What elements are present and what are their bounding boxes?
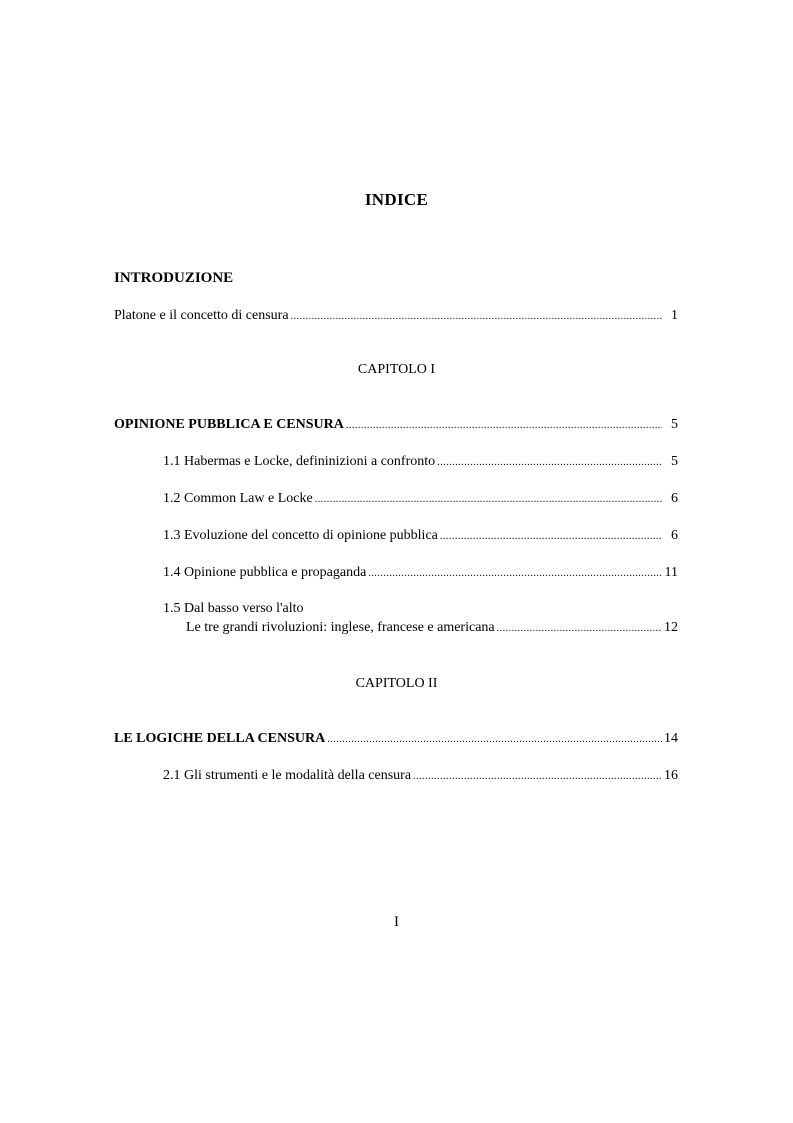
dot-leader xyxy=(368,568,662,579)
toc-page-number: 11 xyxy=(664,565,678,580)
toc-entry-title: 1.2 Common Law e Locke xyxy=(163,491,313,506)
chapter-2-label: CAPITOLO II xyxy=(355,676,438,691)
dot-leader xyxy=(497,623,662,634)
introduction-heading: INTRODUZIONE xyxy=(114,270,234,286)
toc-page-number: 6 xyxy=(671,528,678,543)
chapter-1-label: CAPITOLO I xyxy=(357,362,436,377)
toc-page-number: 16 xyxy=(664,768,678,783)
toc-entry-title: 1.1 Habermas e Locke, defininizioni a confronto xyxy=(163,454,436,469)
page-title: INDICE xyxy=(364,190,429,209)
toc-entry-1-4[interactable] xyxy=(163,565,678,581)
toc-page-number: 5 xyxy=(671,417,678,432)
toc-entry-chapter-2[interactable] xyxy=(114,731,678,747)
toc-page-number: 14 xyxy=(664,731,678,746)
toc-entry-2-1[interactable] xyxy=(163,768,678,784)
toc-entry-1-2[interactable] xyxy=(163,491,678,507)
dot-leader xyxy=(315,494,662,505)
toc-entry-introduction[interactable] xyxy=(114,308,678,324)
dot-leader xyxy=(327,734,662,745)
toc-entry-title: OPINIONE PUBBLICA E CENSURA xyxy=(114,417,344,432)
toc-entry-1-1[interactable] xyxy=(163,454,678,470)
toc-page-number: 12 xyxy=(664,620,678,635)
toc-page-number: 5 xyxy=(671,454,678,469)
dot-leader xyxy=(413,771,662,782)
toc-page-number: 6 xyxy=(671,491,678,506)
toc-entry-title: Le tre grandi rivoluzioni: inglese, francese e americana xyxy=(186,620,495,635)
dot-leader xyxy=(346,420,662,431)
toc-entry-1-5[interactable] xyxy=(186,620,678,636)
page-number-footer: I xyxy=(394,914,399,930)
toc-entry-title: 1.4 Opinione pubblica e propaganda xyxy=(163,565,367,580)
toc-entry-chapter-1[interactable] xyxy=(114,417,678,433)
toc-entry-1-5-line1[interactable]: 1.5 Dal basso verso l'alto xyxy=(163,601,304,616)
toc-entry-title: LE LOGICHE DELLA CENSURA xyxy=(114,731,326,746)
toc-page-number: 1 xyxy=(671,308,678,323)
toc-entry-title: 2.1 Gli strumenti e le modalità della censura xyxy=(163,768,412,783)
toc-entry-1-3[interactable] xyxy=(163,528,678,544)
dot-leader xyxy=(291,311,662,322)
dot-leader xyxy=(437,457,662,468)
dot-leader xyxy=(440,531,662,542)
toc-entry-title: 1.3 Evoluzione del concetto di opinione pubblica xyxy=(163,528,438,543)
toc-entry-title: Platone e il concetto di censura xyxy=(114,308,289,323)
